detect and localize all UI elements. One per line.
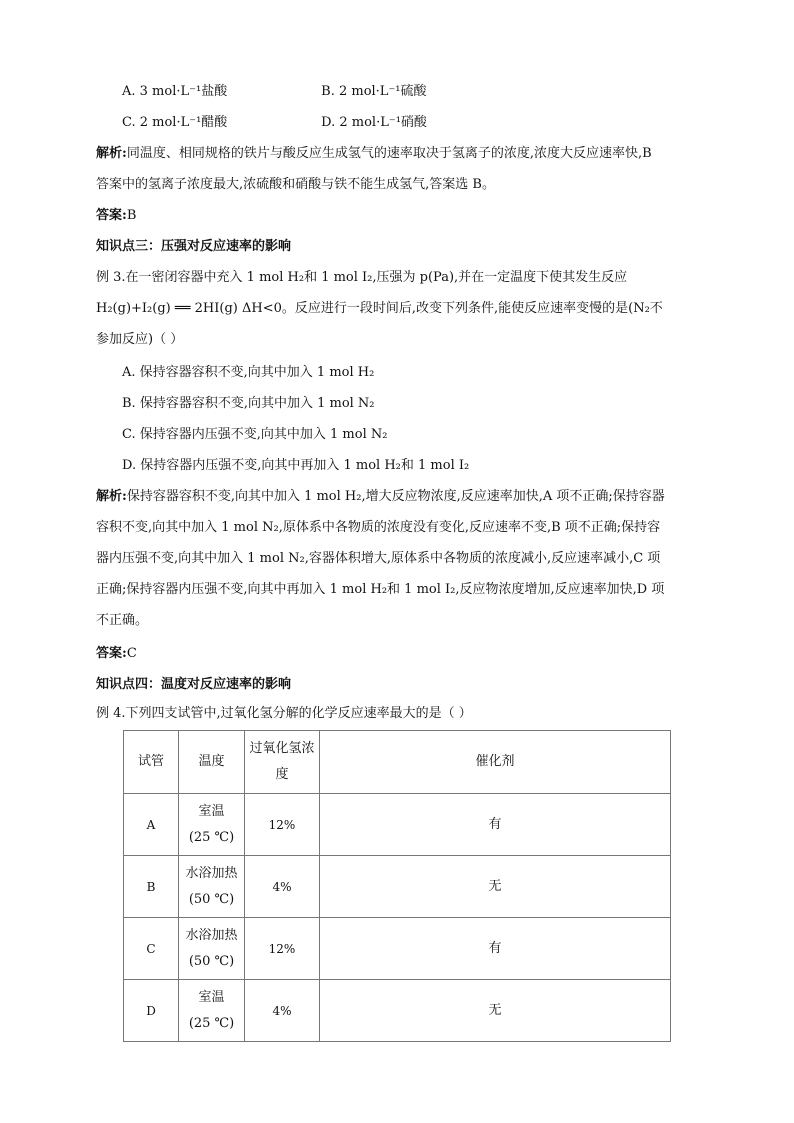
analysis-label: 解析: xyxy=(96,146,127,161)
cell-catalyst: 无 xyxy=(320,856,671,918)
q2-option-c: C. 2 mol·L⁻¹醋酸 xyxy=(122,115,228,130)
q2-options-row-2 xyxy=(122,113,427,133)
cell-temperature xyxy=(179,794,245,856)
header-catalyst: 催化剂 xyxy=(320,731,671,794)
answer-label: 答案: xyxy=(96,646,127,661)
ex3-stem-line-1: 例 3.在一密闭容器中充入 1 mol H₂和 1 mol I₂,压强为 p(Pa),并在一定温度下使其发生反应 xyxy=(96,270,628,285)
table-header-row xyxy=(124,731,671,794)
temp-label: 室温 xyxy=(198,803,225,819)
table-row xyxy=(124,918,671,980)
ex4-table xyxy=(123,730,671,1042)
cell-temperature xyxy=(179,980,245,1042)
ex3-analysis-line-2: 容积不变,向其中加入 1 mol N₂,原体系中各物质的浓度没有变化,反应速率不变,B 项不正确;保持容 xyxy=(96,520,661,535)
ex3-option-a: A. 保持容器容积不变,向其中加入 1 mol H₂ xyxy=(122,365,375,380)
ex3-analysis-line-5: 不正确。 xyxy=(96,613,149,628)
cell-tube: D xyxy=(124,980,179,1042)
cell-concentration: 4% xyxy=(245,856,320,918)
answer-value: B xyxy=(126,208,137,223)
analysis-text: 同温度、相同规格的铁片与酸反应生成氢气的速率取决于氢离子的浓度,浓度大反应速率快,B xyxy=(126,146,652,161)
q2-option-d: D. 2 mol·L⁻¹硝酸 xyxy=(321,115,427,130)
cell-concentration: 12% xyxy=(245,794,320,856)
q2-answer xyxy=(96,206,136,226)
ex3-analysis-line-4: 正确;保持容器内压强不变,向其中再加入 1 mol H₂和 1 mol I₂,反应物浓度增加,反应速率加快,D 项 xyxy=(96,582,665,597)
ex4-stem: 例 4.下列四支试管中,过氧化氢分解的化学反应速率最大的是（ ） xyxy=(96,706,472,721)
table-row xyxy=(124,856,671,918)
q2-option-a: A. 3 mol·L⁻¹盐酸 xyxy=(122,84,228,99)
ex3-stem-line-2: H₂(g)+I₂(g) ══ 2HI(g) ΔH<0。反应进行一段时间后,改变下列条件,能使反应速率变慢的是(N₂不 xyxy=(96,301,663,316)
cell-concentration: 12% xyxy=(245,918,320,980)
header-concentration-l2: 度 xyxy=(275,767,289,782)
cell-temperature xyxy=(179,856,245,918)
cell-temperature xyxy=(179,918,245,980)
cell-tube: A xyxy=(124,794,179,856)
analysis-text: 保持容器容积不变,向其中加入 1 mol H₂,增大反应物浓度,反应速率加快,A 项不正确;保持容器 xyxy=(126,489,665,504)
q2-analysis-line-1 xyxy=(96,144,652,164)
table-row xyxy=(124,794,671,856)
ex3-option-b: B. 保持容器容积不变,向其中加入 1 mol N₂ xyxy=(122,396,375,411)
ex3-stem-line-3: 参加反应)（ ） xyxy=(96,332,184,347)
q2-options-row-1 xyxy=(122,82,427,102)
section-4-title: 知识点四：温度对反应速率的影响 xyxy=(96,677,292,692)
analysis-label: 解析: xyxy=(96,489,127,504)
table-row xyxy=(124,980,671,1042)
section-3-title: 知识点三：压强对反应速率的影响 xyxy=(96,239,292,254)
ex3-option-d: D. 保持容器内压强不变,向其中再加入 1 mol H₂和 1 mol I₂ xyxy=(122,458,470,473)
temp-value: (25 ℃) xyxy=(188,829,235,845)
ex3-option-c: C. 保持容器内压强不变,向其中加入 1 mol N₂ xyxy=(122,427,388,442)
temp-value: (25 ℃) xyxy=(188,1015,235,1031)
temp-label: 水浴加热 xyxy=(185,927,238,943)
answer-label: 答案: xyxy=(96,208,127,223)
cell-catalyst: 有 xyxy=(320,918,671,980)
temp-value: (50 ℃) xyxy=(188,953,235,969)
header-concentration-l1: 过氧化氢浓 xyxy=(249,741,315,756)
cell-catalyst: 无 xyxy=(320,980,671,1042)
q2-option-b: B. 2 mol·L⁻¹硫酸 xyxy=(321,84,427,99)
temp-label: 水浴加热 xyxy=(185,865,238,881)
temp-label: 室温 xyxy=(198,989,225,1005)
header-concentration xyxy=(245,731,320,794)
ex3-analysis-line-3: 器内压强不变,向其中加入 1 mol N₂,容器体积增大,原体系中各物质的浓度减小,反应速率减小,C 项 xyxy=(96,551,661,566)
cell-tube: B xyxy=(124,856,179,918)
answer-value: C xyxy=(126,646,137,661)
cell-tube: C xyxy=(124,918,179,980)
cell-catalyst: 有 xyxy=(320,794,671,856)
cell-concentration: 4% xyxy=(245,980,320,1042)
q2-analysis-line-2: 答案中的氢离子浓度最大,浓硫酸和硝酸与铁不能生成氢气,答案选 B。 xyxy=(96,177,495,192)
header-tube: 试管 xyxy=(124,731,179,794)
temp-value: (50 ℃) xyxy=(188,891,235,907)
ex3-analysis-line-1 xyxy=(96,487,665,507)
ex3-answer xyxy=(96,644,137,664)
header-temperature: 温度 xyxy=(179,731,245,794)
